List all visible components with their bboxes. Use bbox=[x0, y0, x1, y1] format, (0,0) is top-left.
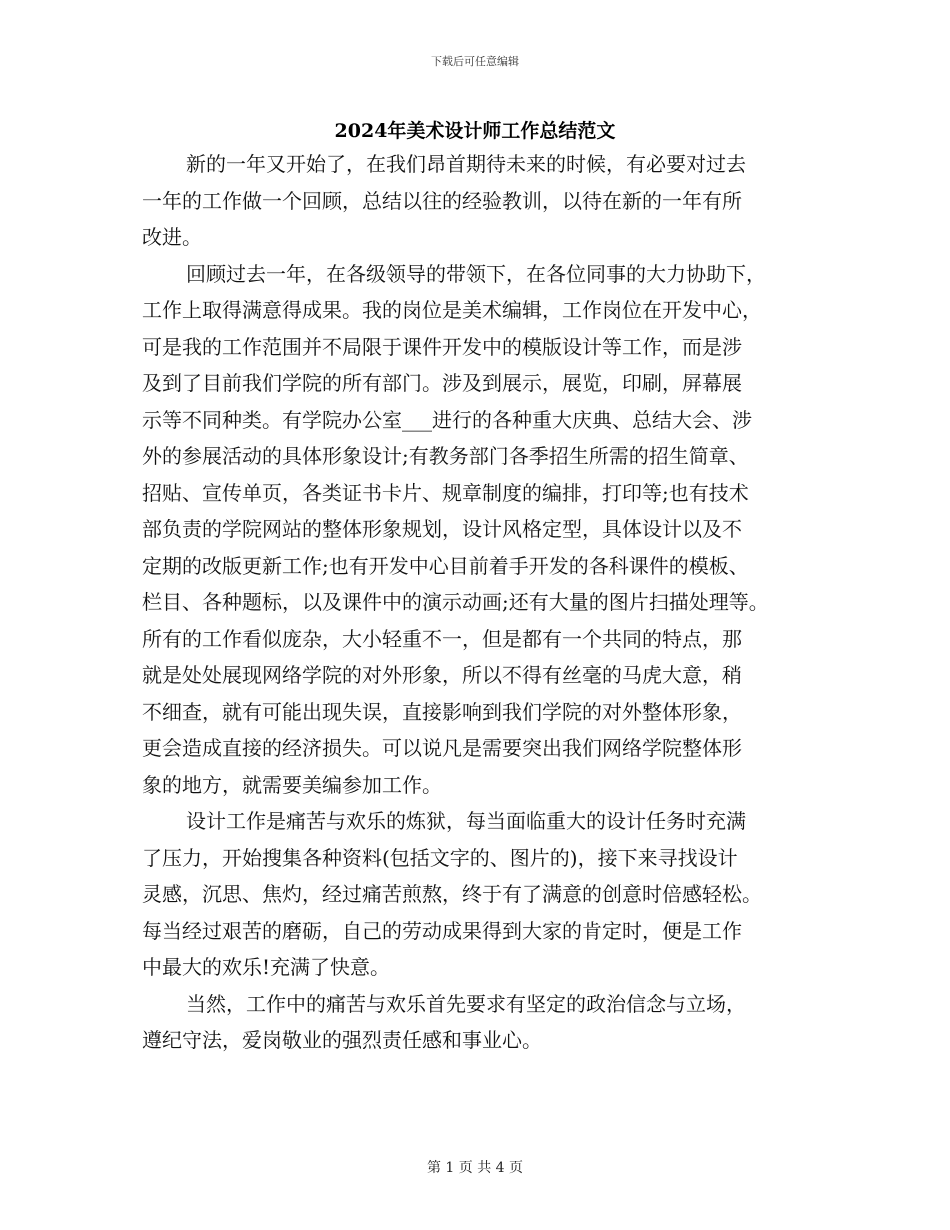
text-line: 工作上取得满意得成果。我的岗位是美术编辑，工作岗位在开发中心， bbox=[142, 298, 762, 322]
text-line: 栏目、各种题标，以及课件中的演示动画;还有大量的图片扫描处理等。 bbox=[142, 590, 769, 614]
page-header: 下载后可任意编辑 bbox=[431, 55, 519, 68]
text-line: 就是处处展现网络学院的对外形象，所以不得有丝毫的马虎大意，稍 bbox=[142, 663, 742, 687]
text-line: 定期的改版更新工作;也有开发中心目前着手开发的各科课件的模板、 bbox=[142, 553, 749, 578]
paragraph bbox=[142, 146, 812, 256]
document-body bbox=[142, 146, 812, 1059]
text-line: 每当经过艰苦的磨砺，自己的劳动成果得到大家的肯定时，便是工作 bbox=[142, 918, 742, 943]
text-line: 象的地方，就需要美编参加工作。 bbox=[142, 772, 442, 797]
text-line: 遵纪守法，爱岗敬业的强烈责任感和事业心。 bbox=[142, 1028, 542, 1052]
text-line: 及到了目前我们学院的所有部门。涉及到展示，展览，印刷，屏幕展 bbox=[142, 371, 742, 395]
text-line: 更会造成直接的经济损失。可以说凡是需要突出我们网络学院整体形 bbox=[142, 736, 742, 760]
paragraph bbox=[142, 986, 812, 1059]
text-line: 外的参展活动的具体形象设计;有教务部门各季招生所需的招生简章、 bbox=[142, 444, 749, 468]
page-footer: 第 1 页 共 4 页 bbox=[426, 1160, 524, 1176]
text-line: 所有的工作看似庞杂，大小轻重不一，但是都有一个共同的特点，那 bbox=[142, 626, 742, 651]
text-line: 新的一年又开始了，在我们昂首期待未来的时候，有必要对过去 bbox=[186, 152, 746, 176]
text-line: 改进。 bbox=[142, 225, 202, 249]
text-line: 招贴、宣传单页，各类证书卡片、规章制度的编排，打印等;也有技术 bbox=[142, 480, 749, 505]
text-line: 当然，工作中的痛苦与欢乐首先要求有坚定的政治信念与立场， bbox=[186, 991, 746, 1016]
text-line: 一年的工作做一个回顾，总结以往的经验教训，以待在新的一年有所 bbox=[142, 188, 742, 213]
text-line: 了压力，开始搜集各种资料(包括文字的、图片的)，接下来寻找设计 bbox=[142, 845, 738, 870]
paragraph bbox=[142, 256, 812, 804]
document-title: 2024年美术设计师工作总结范文 bbox=[334, 120, 616, 142]
text-line: 示等不同种类。有学院办公室___进行的各种重大庆典、总结大会、涉 bbox=[142, 407, 752, 432]
text-line: 设计工作是痛苦与欢乐的炼狱，每当面临重大的设计任务时充满 bbox=[186, 809, 746, 833]
text-line: 可是我的工作范围并不局限于课件开发中的模版设计等工作，而是涉 bbox=[142, 334, 742, 359]
text-line: 灵感，沉思、焦灼，经过痛苦煎熬，终于有了满意的创意时倍感轻松。 bbox=[142, 882, 762, 906]
paragraph bbox=[142, 803, 812, 986]
text-line: 部负责的学院网站的整体形象规划，设计风格定型，具体设计以及不 bbox=[142, 517, 742, 541]
text-line: 中最大的欢乐!充满了快意。 bbox=[142, 955, 391, 979]
text-line: 回顾过去一年，在各级领导的带领下，在各位同事的大力协助下， bbox=[186, 261, 766, 286]
text-line: 不细查，就有可能出现失误，直接影响到我们学院的对外整体形象， bbox=[142, 699, 742, 724]
